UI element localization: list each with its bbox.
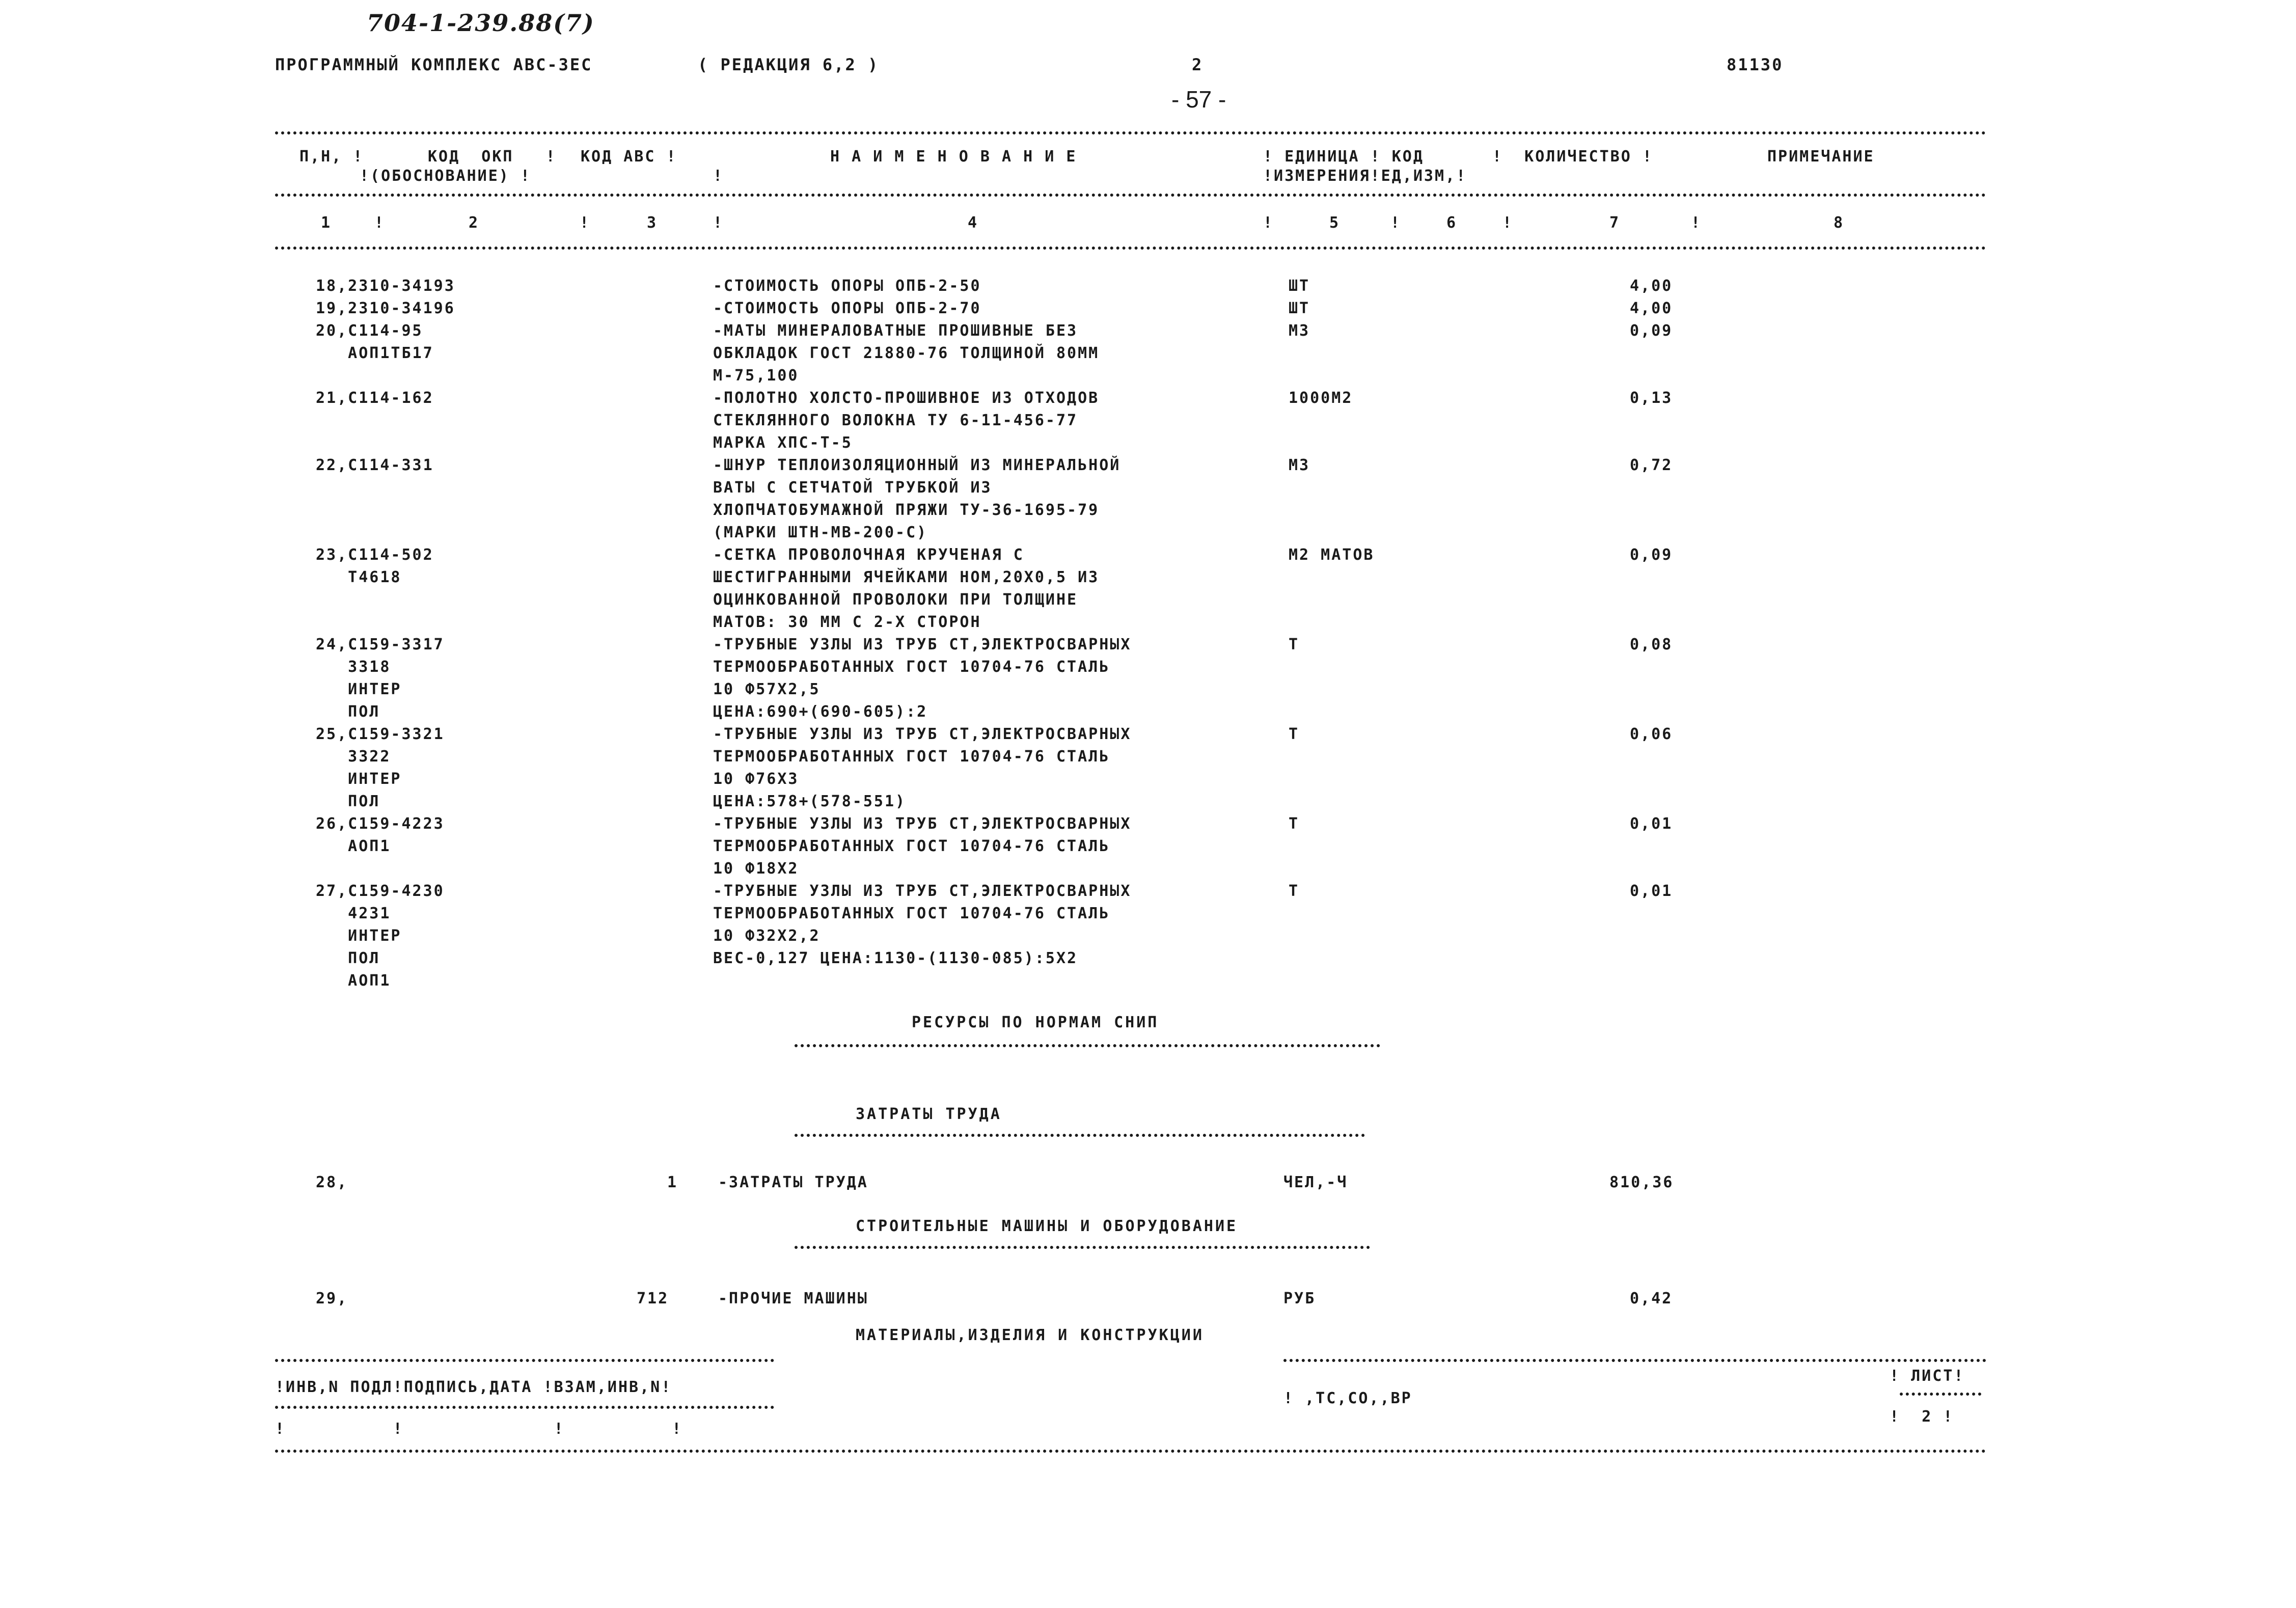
col-unit-header: ! ЕДИНИЦА ! КОД [1263, 148, 1424, 166]
row-name: -ШНУР ТЕПЛОИЗОЛЯЦИОННЫЙ ИЗ МИНЕРАЛЬНОЙ ВАТЫ С СЕТЧАТОЙ ТРУБКОЙ ИЗ ХЛОПЧАТОБУМАЖНОЙ ПРЯЖИ ТУ-36-1695-79 (МАРКИ ШТН-МВ-200-С) [713, 456, 1121, 541]
row-qty: 0,09 [1630, 322, 1673, 340]
col-separator: ! [580, 214, 591, 232]
row-qty: 0,09 [1630, 546, 1673, 564]
row-unit: ШТ [1289, 277, 1310, 295]
col-abc-header: КОД АВС ! [581, 148, 677, 166]
row-unit: 1000М2 [1289, 389, 1353, 407]
row-qty: 810,36 [1609, 1174, 1674, 1191]
page-number: - 57 - [1171, 86, 1226, 113]
row-name: -СТОИМОСТЬ ОПОРЫ ОПБ-2-70 [713, 299, 981, 317]
row-code: 23,С114-502 Т4618 [316, 546, 434, 586]
row-unit: Т [1289, 636, 1300, 653]
row-name: -ПОЛОТНО ХОЛСТО-ПРОШИВНОЕ ИЗ ОТХОДОВ СТЕКЛЯННОГО ВОЛОКНА ТУ 6-11-456-77 МАРКА ХПС-Т-5 [713, 389, 1100, 452]
row-qty: 0,42 [1630, 1290, 1673, 1307]
row-qty: 0,13 [1630, 389, 1673, 407]
col-index: 7 [1609, 214, 1621, 232]
col-index: 3 [647, 214, 658, 232]
row-name: -СТОИМОСТЬ ОПОРЫ ОПБ-2-50 [713, 277, 981, 295]
stamp-top-rule [275, 1359, 774, 1362]
header-mark: 2 [1192, 55, 1204, 74]
stamp-top-rule-right [1283, 1359, 1986, 1362]
row-name: -ЗАТРАТЫ ТРУДА [718, 1174, 868, 1191]
col-okp-header-sub: !(ОБОСНОВАНИЕ) ! [360, 167, 531, 185]
section-underline [795, 1246, 1370, 1249]
row-unit: ШТ [1289, 299, 1310, 317]
col-separator: ! [1263, 214, 1274, 232]
row-qty: 0,01 [1630, 882, 1673, 900]
col-separator: ! [713, 214, 724, 232]
row-name: -ТРУБНЫЕ УЗЛЫ ИЗ ТРУБ СТ,ЭЛЕКТРОСВАРНЫХ ТЕРМООБРАБОТАННЫХ ГОСТ 10704-76 СТАЛЬ 10 Ф57Х2,5 ЦЕНА:690+(690-605):2 [713, 636, 1132, 721]
col-note-header: ПРИМЕЧАНИЕ [1767, 148, 1875, 166]
program-name: ПРОГРАММНЫЙ КОМПЛЕКС АВС-ЗЕС [275, 55, 593, 74]
row-unit: РУБ [1283, 1290, 1316, 1307]
row-qty: 0,08 [1630, 636, 1673, 653]
row-name: -ТРУБНЫЕ УЗЛЫ ИЗ ТРУБ СТ,ЭЛЕКТРОСВАРНЫХ ТЕРМООБРАБОТАННЫХ ГОСТ 10704-76 СТАЛЬ 10 Ф76Х3 ЦЕНА:578+(578-551) [713, 725, 1132, 810]
table-top-rule [275, 131, 1986, 134]
row-qty: 4,00 [1630, 299, 1673, 317]
row-code: 25,С159-3321 3322 ИНТЕР ПОЛ [316, 725, 445, 810]
row-unit: Т [1289, 725, 1300, 743]
row-unit: Т [1289, 882, 1300, 900]
row-abc-code: 1 [667, 1174, 678, 1191]
col-index: 5 [1329, 214, 1341, 232]
row-qty: 0,01 [1630, 815, 1673, 833]
section-underline [795, 1044, 1380, 1047]
project-code: ! ,ТС,СО,,ВР [1283, 1389, 1412, 1407]
document-number: 81130 [1727, 55, 1784, 74]
row-qty: 0,06 [1630, 725, 1673, 743]
col-index: 1 [321, 214, 332, 232]
edition-label: ( РЕДАКЦИЯ 6,2 ) [698, 55, 880, 74]
row-code: 24,С159-3317 3318 ИНТЕР ПОЛ [316, 636, 445, 721]
row-name: -СЕТКА ПРОВОЛОЧНАЯ КРУЧЕНАЯ С ШЕСТИГРАННЫМИ ЯЧЕЙКАМИ НОМ,20Х0,5 ИЗ ОЦИНКОВАННОЙ ПРОВОЛОКИ ПРИ ТОЛЩИНЕ МАТОВ: 30 ММ С 2-Х СТОРОН [713, 546, 1100, 631]
row-code: 19,2310-34196 [316, 299, 455, 317]
section-resources-title: РЕСУРСЫ ПО НОРМАМ СНИП [912, 1014, 1159, 1031]
row-name: -ТРУБНЫЕ УЗЛЫ ИЗ ТРУБ СТ,ЭЛЕКТРОСВАРНЫХ ТЕРМООБРАБОТАННЫХ ГОСТ 10704-76 СТАЛЬ 10 Ф32Х2,2 ВЕС-0,127 ЦЕНА:1130-(1130-085):5Х2 [713, 882, 1132, 967]
col-okp-header: КОД ОКП ! [428, 148, 557, 166]
stamp-headings: !ИНВ,N ПОДЛ!ПОДПИСЬ,ДАТА !ВЗАМ,ИНВ,N! [275, 1378, 672, 1396]
col-index: 8 [1834, 214, 1845, 232]
row-code: 26,С159-4223 АОП1 [316, 815, 445, 855]
row-unit: М2 МАТОВ [1289, 546, 1375, 564]
col-name-header: Н А И М Е Н О В А Н И Е [830, 148, 1077, 166]
col-qty-header: ! КОЛИЧЕСТВО ! [1492, 148, 1653, 166]
col-index: 2 [469, 214, 480, 232]
col-unit-header-sub: !ИЗМЕРЕНИЯ!ЕД,ИЗМ,! [1263, 167, 1467, 185]
stamp-bottom-rule [275, 1450, 1986, 1453]
section-machines-title: СТРОИТЕЛЬНЫЕ МАШИНЫ И ОБОРУДОВАНИЕ [856, 1217, 1238, 1235]
handwritten-project-code: 704-1-239.88(7) [367, 9, 595, 37]
stamp-blank-cells: ! ! ! ! [275, 1420, 683, 1438]
section-labor-title: ЗАТРАТЫ ТРУДА [856, 1105, 1002, 1123]
col-index: 6 [1446, 214, 1458, 232]
row-name: -МАТЫ МИНЕРАЛОВАТНЫЕ ПРОШИВНЫЕ БЕЗ ОБКЛАДОК ГОСТ 21880-76 ТОЛЩИНОЙ 80ММ М-75,100 [713, 322, 1100, 385]
row-code: 18,2310-34193 [316, 277, 455, 295]
row-qty: 0,72 [1630, 456, 1673, 474]
sheet-label: ! ЛИСТ! [1890, 1367, 1965, 1385]
col-separator: ! [374, 214, 386, 232]
row-code: 22,С114-331 [316, 456, 434, 474]
col-separator: ! [1691, 214, 1702, 232]
row-unit: М3 [1289, 456, 1310, 474]
row-code: 20,С114-95 АОП1ТБ17 [316, 322, 434, 362]
section-materials-title: МАТЕРИАЛЫ,ИЗДЕЛИЯ И КОНСТРУКЦИИ [856, 1326, 1204, 1344]
col-index: 4 [968, 214, 979, 232]
section-underline [795, 1134, 1365, 1137]
row-unit: Т [1289, 815, 1300, 833]
col-separator: ! [1390, 214, 1402, 232]
row-name: -ПРОЧИЕ МАШИНЫ [718, 1290, 868, 1307]
row-unit: М3 [1289, 322, 1310, 340]
row-code: 21,С114-162 [316, 389, 434, 407]
col-num-header: П,Н, ! [299, 148, 364, 166]
header-bottom-rule [275, 247, 1986, 250]
row-unit: ЧЕЛ,-Ч [1283, 1174, 1348, 1191]
row-number: 28, [316, 1174, 348, 1191]
row-code: 27,С159-4230 4231 ИНТЕР ПОЛ АОП1 [316, 882, 445, 990]
sheet-number: ! 2 ! [1890, 1408, 1954, 1426]
row-qty: 4,00 [1630, 277, 1673, 295]
row-number: 29, [316, 1290, 348, 1307]
row-abc-code: 712 [637, 1290, 669, 1307]
stamp-mid-rule [275, 1406, 774, 1409]
row-name: -ТРУБНЫЕ УЗЛЫ ИЗ ТРУБ СТ,ЭЛЕКТРОСВАРНЫХ ТЕРМООБРАБОТАННЫХ ГОСТ 10704-76 СТАЛЬ 10 Ф18Х2 [713, 815, 1132, 878]
header-mid-rule [275, 194, 1986, 197]
sheet-divider [1900, 1393, 1981, 1396]
col-separator: ! [1502, 214, 1514, 232]
col-abc-header-sub: ! [713, 167, 724, 185]
